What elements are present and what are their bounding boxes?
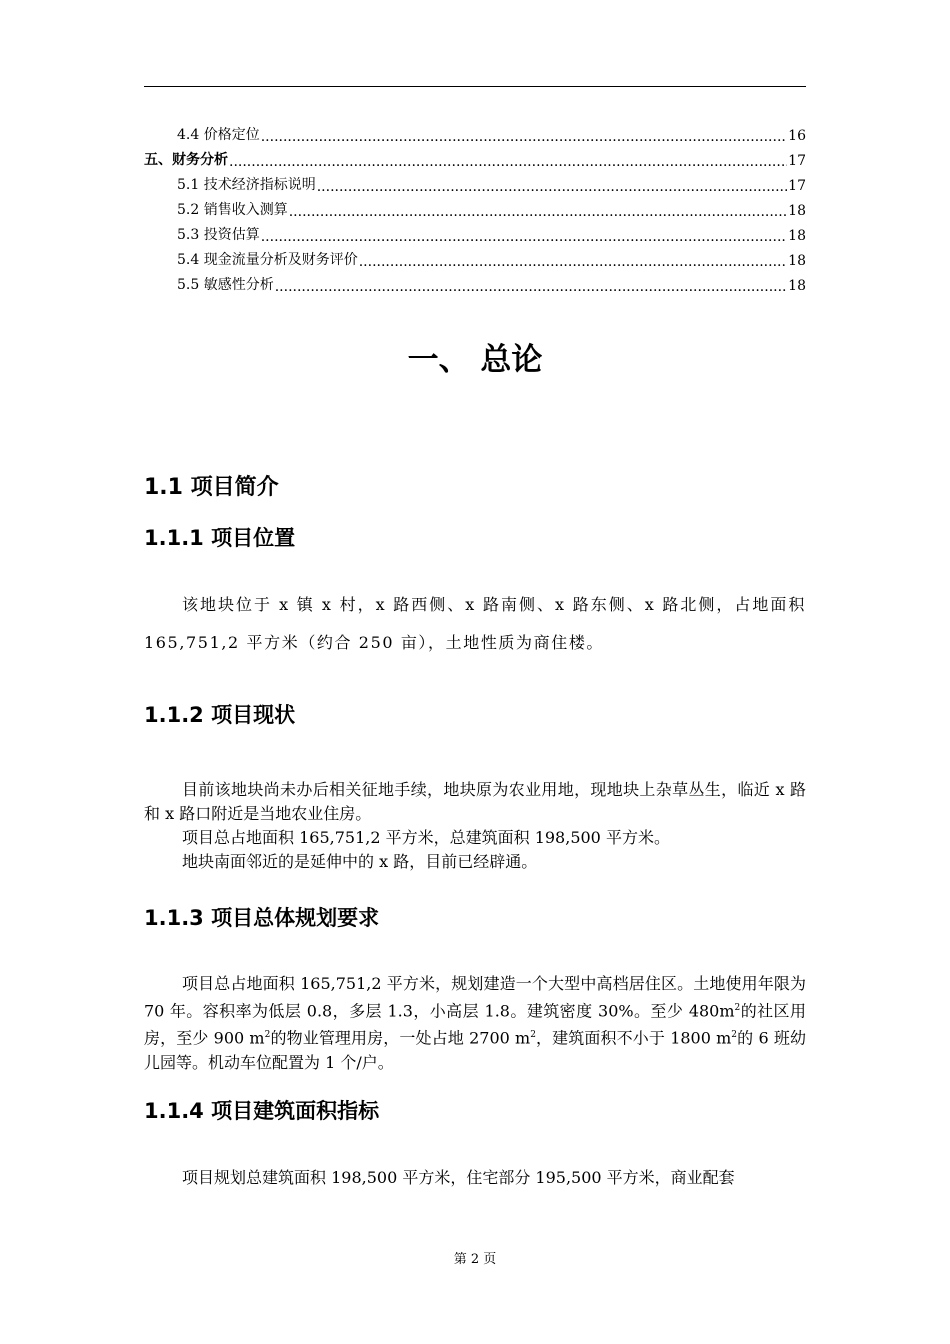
toc-leader-dots (289, 205, 787, 219)
superscript-2: 2 (530, 1030, 536, 1041)
paragraph-building-area: 项目规划总建筑面积 198,500 平方米，住宅部分 195,500 平方米，商业配套 (182, 1168, 735, 1187)
toc-entry[interactable] (144, 124, 806, 144)
toc-entry-page: 17 (788, 153, 806, 169)
toc-leader-dots (317, 180, 787, 194)
toc-entry-label: 4.4 价格定位 (177, 127, 260, 143)
superscript-2: 2 (264, 1030, 271, 1041)
toc-entry-label: 五、财务分析 (144, 152, 228, 168)
toc-leader-dots (275, 280, 787, 294)
paragraph-current-status-2: 项目总占地面积 165,751,2 平方米，总建筑面积 198,500 平方米。 (182, 828, 670, 847)
toc-entry-page: 18 (788, 278, 806, 294)
section-heading-1-1-1: 1.1.1 项目位置 (144, 526, 296, 550)
toc-leader-dots (261, 230, 787, 244)
section-heading-1-1-2: 1.1.2 项目现状 (144, 703, 296, 727)
toc-entry[interactable] (144, 224, 806, 244)
toc-entry-page: 18 (788, 253, 806, 269)
planning-text-part: 的 6 班幼儿园等。机动车位配置为 1 个/户。 (144, 1028, 806, 1072)
toc-entry-label: 5.5 敏感性分析 (177, 277, 274, 293)
header-rule (144, 86, 806, 87)
toc-entry-page: 18 (788, 203, 806, 219)
planning-text-part: ，建筑面积不小于 1800 m (535, 1028, 732, 1048)
paragraph-current-status-1: 目前该地块尚未办后相关征地手续，地块原为农业用地，现地块上杂草丛生，临近 x 路和 x 路口附近是当地农业住房。 (144, 780, 806, 823)
toc-entry-page: 18 (788, 228, 806, 244)
toc-entry-label: 5.2 销售收入测算 (177, 202, 288, 218)
chapter-title: 一、 总论 (407, 342, 543, 378)
planning-text-part: 项目总占地面积 165,751,2 平方米，规划建造一个大型中高档居住区。土地使用年限为 70 年。容积率为低层 0.8，多层 1.3，小高层 1.8。建筑密度 30%。至少 480m (144, 974, 806, 1021)
toc-entry-page: 16 (788, 128, 806, 144)
section-heading-1-1-3: 1.1.3 项目总体规划要求 (144, 906, 380, 930)
page-number: 第 2 页 (453, 1252, 497, 1267)
superscript-2: 2 (734, 1003, 741, 1013)
toc-entry-label: 5.4 现金流量分析及财务评价 (177, 252, 358, 268)
paragraph-current-status-3: 地块南面邻近的是延伸中的 x 路，目前已经辟通。 (182, 852, 538, 871)
toc-entry-label: 5.3 投资估算 (177, 227, 260, 243)
toc-leader-dots (359, 255, 787, 269)
toc-entry[interactable] (144, 249, 806, 269)
paragraph-planning-requirements (144, 972, 806, 1075)
toc-entry-page: 17 (788, 178, 806, 194)
planning-text-part: 的物业管理用房，一处占地 2700 m (270, 1028, 531, 1048)
toc-entry[interactable] (144, 174, 806, 194)
section-heading-1-1-4: 1.1.4 项目建筑面积指标 (144, 1099, 380, 1123)
toc-leader-dots (229, 155, 787, 169)
section-heading-1-1: 1.1 项目简介 (144, 475, 279, 500)
toc-entry[interactable] (144, 149, 806, 169)
superscript-2: 2 (731, 1030, 738, 1041)
planning-text-part: 的社区用房，至少 900 m (144, 1001, 806, 1048)
toc-entry[interactable] (144, 274, 806, 294)
toc-entry[interactable] (144, 199, 806, 219)
paragraph-project-location: 该地块位于 x 镇 x 村，x 路西侧、x 路南侧、x 路东侧、x 路北侧，占地面积 165,751,2 平方米（约合 250 亩），土地性质为商住楼。 (144, 595, 806, 652)
toc-leader-dots (261, 130, 787, 144)
toc-entry-label: 5.1 技术经济指标说明 (177, 177, 316, 193)
